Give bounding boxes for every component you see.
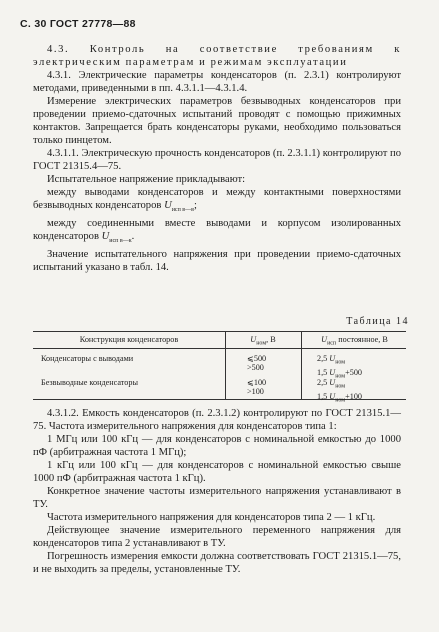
punctuation: ; — [193, 200, 197, 211]
voltage-symbol: U — [329, 354, 336, 363]
voltage-subscript: ном — [335, 383, 346, 390]
voltage-subscript: ном — [335, 359, 346, 366]
paragraph: 1 МГц или 100 кГц — для конденсаторов с номинальной емкостью до 1000 пФ (арбитражная частота 1 МГц); — [33, 434, 401, 458]
voltage-table — [33, 331, 406, 404]
paragraph: Конкретное значение частоты измерительного напряжения устанавливают в ТУ. — [33, 486, 401, 510]
paragraph: Погрешность измерения емкости должна соответствовать ГОСТ 21315.1—75, и не выходить за пределы, установленные ТУ. — [33, 551, 401, 575]
test-voltage-formula — [317, 354, 362, 368]
voltage-symbol: U — [101, 231, 110, 243]
coefficient: 1,5 — [317, 367, 330, 377]
page-header: С. 30 ГОСТ 27778—88 — [20, 18, 136, 30]
rated-voltage-range: ⩽500 — [247, 354, 267, 363]
paragraph: Частота измерительного напряжения для конденсаторов типа 2 — 1 кГц. — [47, 512, 376, 523]
table-row-construction: Конденсаторы с выводами — [41, 354, 134, 363]
voltage-symbol: U — [329, 391, 336, 401]
voltage-subscript: исп — [327, 340, 337, 347]
paragraph — [33, 186, 401, 217]
coefficient: 2,5 — [317, 354, 330, 363]
column-header-rated-voltage — [227, 335, 299, 347]
coefficient: 2,5 — [317, 378, 330, 387]
section-title: 4.3. Контроль на соответствие требованиям к электрическим параметрам и режимам эксплуатации — [33, 44, 401, 68]
test-voltage-formula — [317, 378, 362, 392]
paragraph: Испытательное напряжение прикладывают: — [47, 174, 246, 185]
paragraph-text: между выводами конденсаторов и между контактными поверхностями безвыводных конденсаторов — [33, 187, 401, 211]
lower-text-block — [33, 407, 401, 576]
paragraph: 1 кГц или 100 кГц — для конденсаторов с номинальной емкостью свыше 1000 пФ (арбитражная частота 1 кГц). — [33, 460, 401, 484]
paragraph: Действующее значение измерительного переменного напряжения для конденсаторов типа 2 устанавливают в ТУ. — [33, 525, 401, 549]
offset: +100 — [345, 391, 363, 401]
voltage-symbol: U — [164, 200, 172, 211]
paragraph: Измерение электрических параметров безвыводных конденсаторов при проведении приемо-сдаточных испытаний проводят с помощью прижимных контактов. Запрещается брать конденсаторы руками, необходимо пользоваться только пинцетом. — [33, 96, 401, 146]
test-voltage-formula — [317, 392, 362, 406]
paragraph: 4.3.1. Электрические параметры конденсаторов (п. 2.3.1) контролируют методами, приведенными в пп. 4.3.1.1—4.3.1.4. — [33, 70, 401, 94]
paragraph: Значение испытательного напряжения при проведении приемо-сдаточных испытаний указано в табл. 14. — [33, 249, 401, 274]
paragraph — [33, 217, 401, 248]
rated-voltage-range: >100 — [247, 387, 264, 396]
table-caption: Таблица 14 — [346, 316, 409, 327]
paragraph: 4.3.1.2. Емкость конденсаторов (п. 2.3.1.2) контролируют по ГОСТ 21315.1—75. Частота измерительного напряжения для конденсаторов типа 1: — [33, 408, 401, 432]
voltage-subscript: ном — [335, 397, 346, 404]
table-column-divider — [301, 332, 302, 399]
table-row-construction: Безвыводные конденсаторы — [41, 378, 138, 387]
voltage-subscript: ном — [335, 373, 346, 380]
offset: +500 — [345, 367, 363, 377]
table-row-rated-voltage — [247, 354, 266, 372]
rated-voltage-range: >500 — [247, 363, 264, 372]
paragraph-text: между соединенными вместе выводами и корпусом изолированных конденсаторов — [33, 218, 401, 243]
voltage-symbol: U — [329, 378, 336, 387]
column-header-construction: Конструкция конденсаторов — [79, 335, 179, 344]
voltage-symbol: U — [329, 367, 336, 377]
voltage-subscript: исп в—в — [171, 207, 194, 214]
column-header-test-voltage — [303, 335, 406, 347]
unit-text: постоянное, В — [336, 335, 388, 344]
voltage-subscript: ном — [256, 340, 267, 347]
voltage-symbol: U — [250, 335, 257, 344]
punctuation: . — [131, 231, 135, 243]
table-row-rated-voltage — [247, 378, 266, 396]
table-row-test-voltage — [317, 378, 362, 405]
paragraph: 4.3.1.1. Электрическую прочность конденсаторов (п. 2.3.1.1) контролируют по ГОСТ 21315.4—75. — [33, 148, 401, 172]
voltage-subscript: исп в—к — [109, 238, 132, 245]
unit-text: , В — [266, 335, 276, 344]
voltage-symbol: U — [321, 335, 328, 344]
table-column-divider — [225, 332, 226, 399]
rated-voltage-range: ⩽100 — [247, 378, 267, 387]
coefficient: 1,5 — [317, 391, 330, 401]
upper-text-block — [33, 43, 401, 274]
